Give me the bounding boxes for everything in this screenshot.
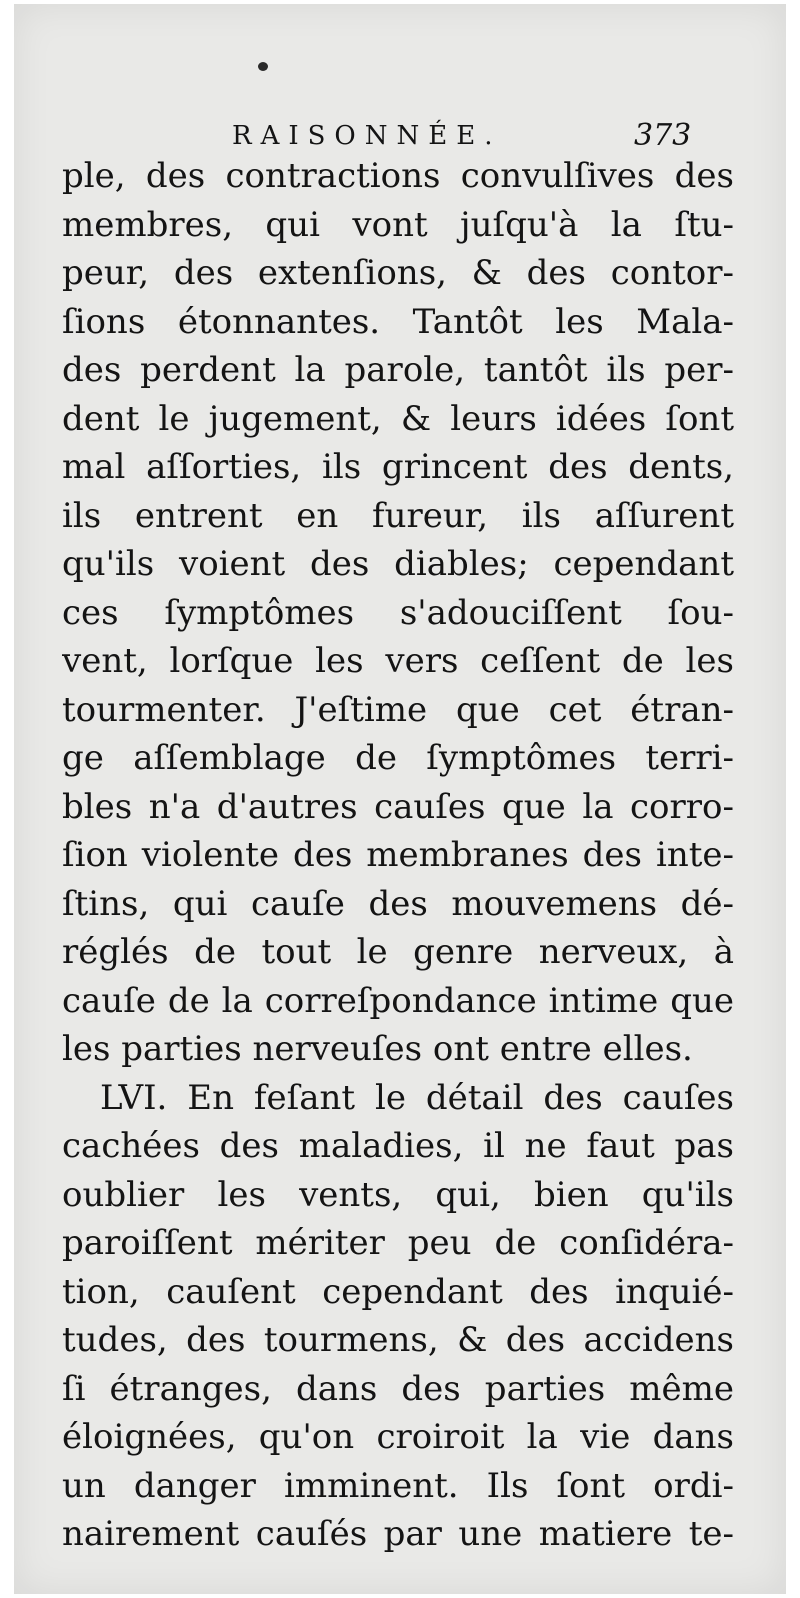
text-line: ſion violente des membranes des inte- — [62, 835, 734, 875]
text-line: ces ſymptômes s'adouciſſent ſou- — [62, 592, 734, 633]
ink-spot — [258, 62, 268, 71]
text-line: cauſe de la correſpondance intime que — [62, 980, 734, 1021]
text-line: cachées des maladies, il ne faut pas — [62, 1126, 734, 1166]
text-line: tourmenter. J'eſtime que cet étran- — [62, 689, 734, 730]
text-line: ſtins, qui cauſe des mouvemens dé- — [62, 883, 734, 924]
text-line: dent le jugement, & leurs idées ſont — [62, 398, 734, 439]
text-line: ils entrent en fureur, ils aſſurent — [62, 495, 734, 536]
book-page — [14, 4, 786, 1594]
text-line: ſi étranges, dans des parties même — [62, 1368, 734, 1409]
text-line: ple, des contractions convulſives des — [62, 156, 734, 196]
text-line: éloignées, qu'on croiroit la vie dans — [62, 1417, 734, 1457]
text-line: nairement cauſés par une matiere te- — [62, 1514, 734, 1554]
text-line: peur, des extenſions, & des contor- — [62, 253, 734, 293]
text-line: paroiſſent mériter peu de conſidéra- — [62, 1223, 734, 1263]
text-line: vent, lorſque les vers ceſſent de les — [62, 641, 734, 681]
page-number: 373 — [634, 118, 692, 153]
text-line: oublier les vents, qui, bien qu'ils — [62, 1174, 734, 1215]
text-line: tion, cauſent cependant des inquié- — [62, 1271, 734, 1312]
body-text — [62, 152, 734, 1559]
text-line: ge aſſemblage de ſymptômes terri- — [62, 738, 734, 778]
text-line: des perdent la parole, tantôt ils per- — [62, 350, 734, 390]
text-line: bles n'a d'autres cauſes que la corro- — [62, 786, 734, 827]
text-line: les parties nerveuſes ont entre elles. — [62, 1029, 693, 1069]
text-line: qu'ils voient des diables; cependant — [62, 544, 734, 584]
text-line: mal aſſorties, ils grincent des dents, — [62, 447, 734, 487]
paragraph-start-line: LVI. En feſant le détail des cauſes — [100, 1077, 734, 1118]
text-line: réglés de tout le genre nerveux, à — [62, 932, 734, 972]
text-line: membres, qui vont juſqu'à la ſtu- — [62, 204, 734, 245]
text-line: ſions étonnantes. Tantôt les Mala- — [62, 301, 734, 342]
text-line: tudes, des tourmens, & des accidens — [62, 1320, 734, 1360]
text-line: un danger imminent. Ils ſont ordi- — [62, 1465, 734, 1506]
running-title: RAISONNÉE. — [232, 121, 502, 151]
